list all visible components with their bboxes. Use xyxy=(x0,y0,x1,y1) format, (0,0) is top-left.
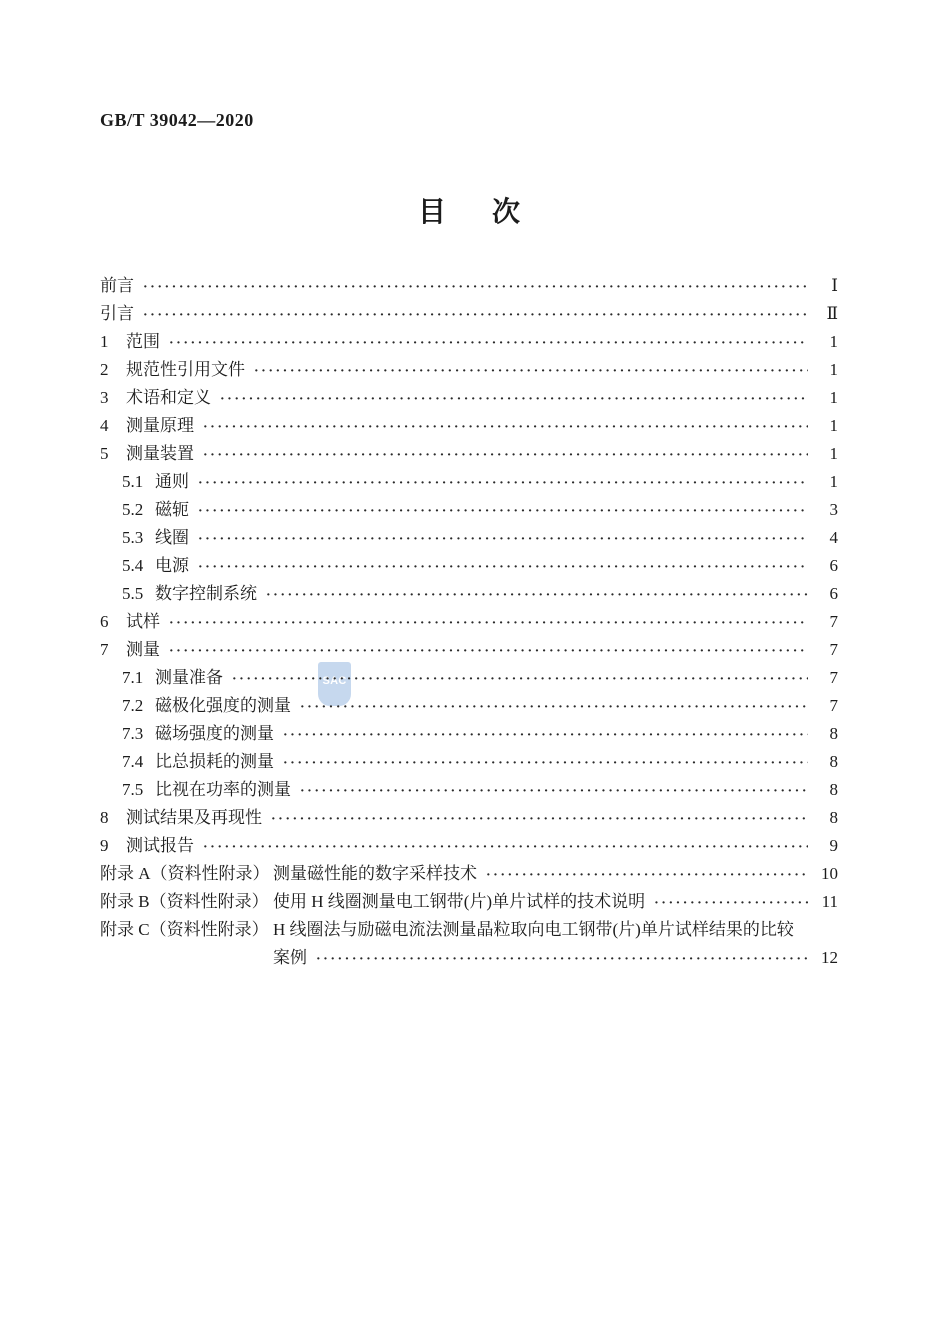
toc-dot-leader xyxy=(300,778,808,806)
toc-entry-number: 5.5 xyxy=(122,584,144,603)
toc-entry-page: 1 xyxy=(829,472,838,491)
toc-dot-leader xyxy=(169,610,808,638)
toc-dot-leader xyxy=(203,834,808,862)
toc-entry-number: 2 xyxy=(100,360,109,379)
toc-entry-number: 1 xyxy=(100,332,109,351)
toc-dot-leader xyxy=(271,806,808,834)
toc-entry xyxy=(100,664,838,692)
toc-entry-label: 比视在功率的测量 xyxy=(155,780,291,799)
toc-entry-page: 1 xyxy=(829,332,838,351)
toc-entry-number: 附录 A（资料性附录） xyxy=(100,864,270,883)
toc-dot-leader xyxy=(198,526,808,554)
toc-entry-number: 5.3 xyxy=(122,528,144,547)
toc-entry-page: 7 xyxy=(829,696,838,715)
toc-entry-number: 8 xyxy=(100,808,109,827)
toc-entry-page: 4 xyxy=(829,528,838,547)
toc-dot-leader xyxy=(316,946,808,974)
toc-entry-page: 1 xyxy=(829,388,838,407)
toc-dot-leader xyxy=(283,750,808,778)
toc-dot-leader xyxy=(169,330,808,358)
toc-dot-leader xyxy=(143,274,808,302)
toc-dot-leader xyxy=(254,358,808,386)
toc-dot-leader xyxy=(266,582,808,610)
toc-entry-label: 测量磁性能的数字采样技术 xyxy=(273,864,477,883)
toc-entry-page: 6 xyxy=(829,556,838,575)
toc-dot-leader xyxy=(198,470,808,498)
toc-entry-page: 8 xyxy=(829,780,838,799)
page-title-char-2: 次 xyxy=(492,197,521,228)
toc-entry-page: 11 xyxy=(821,892,838,911)
toc-entry-page: 12 xyxy=(821,948,838,967)
toc-entry xyxy=(100,832,838,860)
toc-entry-page: 8 xyxy=(829,808,838,827)
toc-entry-page: Ⅱ xyxy=(826,304,838,323)
toc-entry xyxy=(100,440,838,468)
toc-entry xyxy=(100,412,838,440)
toc-entry xyxy=(100,356,838,384)
toc-dot-leader xyxy=(232,666,808,694)
toc-entry-number: 5 xyxy=(100,444,109,463)
toc-entry-page: 3 xyxy=(829,500,838,519)
toc-entry-label: 试样 xyxy=(126,612,160,631)
toc-entry xyxy=(100,860,838,888)
toc-entry-page: 7 xyxy=(829,668,838,687)
toc-dot-leader xyxy=(198,554,808,582)
toc-entry xyxy=(100,608,838,636)
toc-entry-label: 引言 xyxy=(100,304,134,323)
toc-entry-page: 7 xyxy=(829,640,838,659)
toc-entry-label: 范围 xyxy=(126,332,160,351)
toc-entry-label: 测试报告 xyxy=(126,836,194,855)
toc-dot-leader xyxy=(203,414,808,442)
toc-dot-leader xyxy=(203,442,808,470)
toc-entry xyxy=(100,524,838,552)
toc-entry xyxy=(100,888,838,916)
toc-dot-leader xyxy=(198,498,808,526)
toc-entry xyxy=(100,944,838,972)
toc-entry xyxy=(100,776,838,804)
toc-entry xyxy=(100,636,838,664)
toc-entry-number: 7.5 xyxy=(122,780,144,799)
toc-entry xyxy=(100,692,838,720)
toc-entry-label: 磁轭 xyxy=(155,500,189,519)
toc-entry xyxy=(100,552,838,580)
toc-dot-leader xyxy=(300,694,808,722)
toc-entry xyxy=(100,300,838,328)
toc-entry xyxy=(100,804,838,832)
toc-entry xyxy=(100,468,838,496)
toc-entry-label: 线圈 xyxy=(155,528,189,547)
toc-entry-number: 6 xyxy=(100,612,109,631)
toc-entry-page: 6 xyxy=(829,584,838,603)
toc-entry-label: 测量原理 xyxy=(126,416,194,435)
standard-code: GB/T 39042—2020 xyxy=(100,110,254,130)
toc-entry-label: 电源 xyxy=(155,556,189,575)
toc-entry-number: 3 xyxy=(100,388,109,407)
toc-entry xyxy=(100,580,838,608)
toc-entry-label: 测量准备 xyxy=(155,668,223,687)
toc-entry-label: 前言 xyxy=(100,276,134,295)
toc-entry-label: 磁场强度的测量 xyxy=(155,724,274,743)
toc-dot-leader xyxy=(169,638,808,666)
toc-entry-number: 5.2 xyxy=(122,500,144,519)
toc-entry-label: 测量装置 xyxy=(126,444,194,463)
toc-entry-page: 8 xyxy=(829,724,838,743)
toc-entry-number: 5.4 xyxy=(122,556,144,575)
toc-entry-page: 1 xyxy=(829,416,838,435)
toc-entry-number: 附录 B（资料性附录） xyxy=(100,892,269,911)
toc-entry-number: 7.3 xyxy=(122,724,144,743)
toc-dot-leader xyxy=(143,302,808,330)
toc-entry xyxy=(100,916,838,944)
toc-entry-number: 7.1 xyxy=(122,668,144,687)
toc-entry-page: 7 xyxy=(829,612,838,631)
toc-entry-number: 7 xyxy=(100,640,109,659)
toc-entry-page: Ⅰ xyxy=(831,276,838,295)
toc-entry-label: 案例 xyxy=(273,948,307,967)
toc-list xyxy=(100,272,838,972)
toc-entry-page: 10 xyxy=(821,864,838,883)
toc-dot-leader xyxy=(654,890,808,918)
toc-entry-label: 通则 xyxy=(155,472,189,491)
page-title xyxy=(100,190,838,230)
toc-entry-label: 数字控制系统 xyxy=(155,584,257,603)
toc-entry-label: H 线圈法与励磁电流法测量晶粒取向电工钢带(片)单片试样结果的比较 xyxy=(273,920,794,939)
toc-entry-label: 测量 xyxy=(126,640,160,659)
toc-entry xyxy=(100,720,838,748)
toc-dot-leader xyxy=(220,386,808,414)
toc-entry xyxy=(100,496,838,524)
toc-entry xyxy=(100,328,838,356)
toc-entry xyxy=(100,384,838,412)
toc-entry-number: 5.1 xyxy=(122,472,144,491)
toc-entry xyxy=(100,748,838,776)
toc-entry-page: 1 xyxy=(829,444,838,463)
toc-entry-page: 9 xyxy=(829,836,838,855)
sac-watermark-text: SAC xyxy=(322,675,347,687)
toc-entry-number: 附录 C（资料性附录） xyxy=(100,920,269,939)
page-title-char-1: 目 xyxy=(417,197,446,228)
toc-entry-number: 9 xyxy=(100,836,109,855)
toc-entry xyxy=(100,272,838,300)
toc-entry-number: 7.2 xyxy=(122,696,144,715)
toc-entry-label: 术语和定义 xyxy=(126,388,211,407)
toc-dot-leader xyxy=(486,862,808,890)
toc-entry-label: 使用 H 线圈测量电工钢带(片)单片试样的技术说明 xyxy=(273,892,646,911)
toc-entry-number: 7.4 xyxy=(122,752,144,771)
toc-entry-label: 比总损耗的测量 xyxy=(155,752,274,771)
toc-entry-label: 测试结果及再现性 xyxy=(126,808,262,827)
toc-dot-leader xyxy=(283,722,808,750)
toc-entry-number: 4 xyxy=(100,416,109,435)
toc-entry-page: 8 xyxy=(829,752,838,771)
toc-entry-page: 1 xyxy=(829,360,838,379)
toc-entry-label: 规范性引用文件 xyxy=(126,360,245,379)
toc-entry-label: 磁极化强度的测量 xyxy=(155,696,291,715)
